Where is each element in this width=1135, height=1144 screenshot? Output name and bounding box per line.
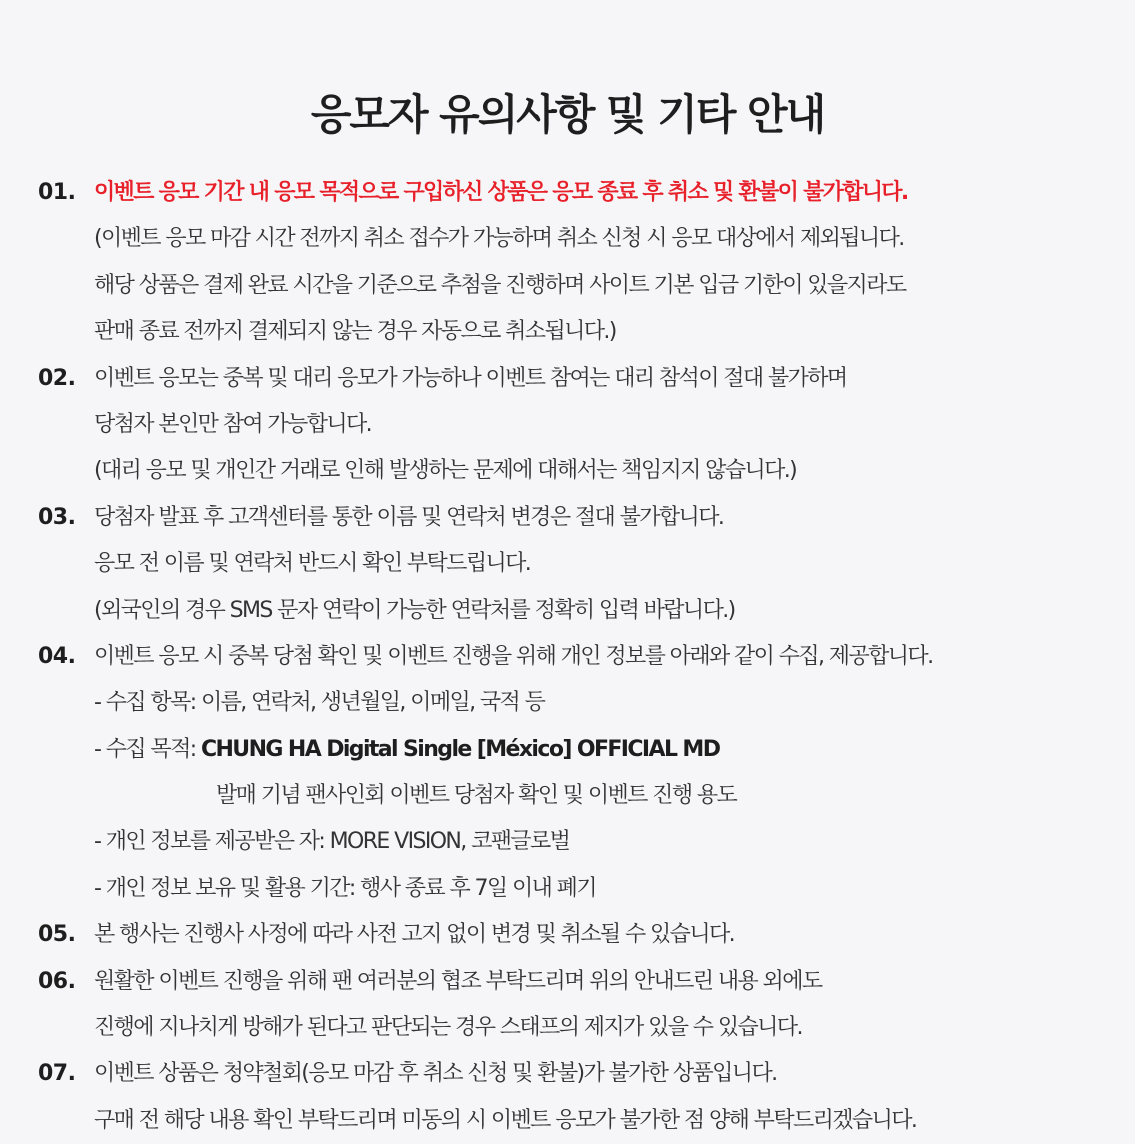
notice-item-05 (0, 912, 1135, 958)
notice-line: 이벤트 응모는 중복 및 대리 응모가 가능하나 이벤트 참여는 대리 참석이 절대 불가하며 (94, 365, 847, 391)
notice-line: 당첨자 발표 후 고객센터를 통한 이름 및 연락처 변경은 절대 불가합니다. (94, 504, 724, 530)
data-retention-line: - 개인 정보 보유 및 활용 기간: 행사 종료 후 7일 이내 폐기 (94, 875, 596, 901)
item-number: 05. (38, 922, 76, 948)
notice-item-07 (0, 1051, 1135, 1144)
notice-item-03 (0, 495, 1135, 634)
notice-line: 이벤트 응모 시 중복 당첨 확인 및 이벤트 진행을 위해 개인 정보를 아래와 같이 수집, 제공합니다. (94, 643, 933, 669)
item-number: 06. (38, 968, 76, 994)
notice-line: 당첨자 본인만 참여 가능합니다. (94, 411, 372, 437)
notice-line: (대리 응모 및 개인간 거래로 인해 발생하는 문제에 대해서는 책임지지 않습니다.) (94, 458, 797, 484)
notice-line: 이벤트 상품은 청약철회(응모 마감 후 취소 신청 및 환불)가 불가한 상품입니다. (94, 1061, 777, 1087)
item-number: 02. (38, 365, 76, 391)
notice-line: 판매 종료 전까지 결제되지 않는 경우 자동으로 취소됩니다.) (94, 319, 616, 345)
notice-list (0, 170, 1135, 1144)
collection-purpose-continuation: 발매 기념 팬사인회 이벤트 당첨자 확인 및 이벤트 진행 용도 (216, 783, 737, 809)
item-number: 01. (38, 180, 76, 205)
notice-item-06 (0, 959, 1135, 1052)
collection-purpose-label: - 수집 목적: (94, 736, 201, 762)
notice-line: 응모 전 이름 및 연락처 반드시 확인 부탁드립니다. (94, 551, 531, 577)
notice-line: (이벤트 응모 마감 시간 전까지 취소 접수가 가능하며 취소 신청 시 응모 대상에서 제외됩니다. (94, 226, 904, 252)
notice-item-01 (0, 170, 1135, 356)
notice-item-04 (0, 634, 1135, 912)
collection-purpose-event-name: CHUNG HA Digital Single [México] OFFICIAL MD (200, 736, 720, 762)
page-title: 응모자 유의사항 및 기타 안내 (310, 90, 825, 139)
notice-item-02 (0, 356, 1135, 495)
notice-line: 해당 상품은 결제 완료 시간을 기준으로 추첨을 진행하며 사이트 기본 입금 기한이 있을지라도 (94, 272, 906, 298)
notice-line: 본 행사는 진행사 사정에 따라 사전 고지 없이 변경 및 취소될 수 있습니다. (94, 922, 735, 948)
notice-line: (외국인의 경우 SMS 문자 연락이 가능한 연락처를 정확히 입력 바랍니다.) (94, 597, 735, 623)
item-number: 03. (38, 504, 76, 530)
collection-items-line: - 수집 항목: 이름, 연락처, 생년월일, 이메일, 국적 등 (94, 690, 545, 716)
data-recipient-line: - 개인 정보를 제공받은 자: MORE VISION, 코팬글로벌 (94, 829, 570, 855)
notice-line: 원활한 이벤트 진행을 위해 팬 여러분의 협조 부탁드리며 위의 안내드린 내용 외에도 (94, 968, 822, 994)
notice-warning-text: 이벤트 응모 기간 내 응모 목적으로 구입하신 상품은 응모 종료 후 취소 및 환불이 불가합니다. (94, 180, 908, 205)
item-number: 07. (38, 1061, 76, 1087)
collection-purpose-line (94, 727, 1135, 773)
item-number: 04. (38, 643, 76, 669)
notice-line: 진행에 지나치게 방해가 된다고 판단되는 경우 스태프의 제지가 있을 수 있습니다. (94, 1015, 802, 1041)
notice-line: 구매 전 해당 내용 확인 부탁드리며 미동의 시 이벤트 응모가 불가한 점 양해 부탁드리겠습니다. (94, 1107, 917, 1133)
